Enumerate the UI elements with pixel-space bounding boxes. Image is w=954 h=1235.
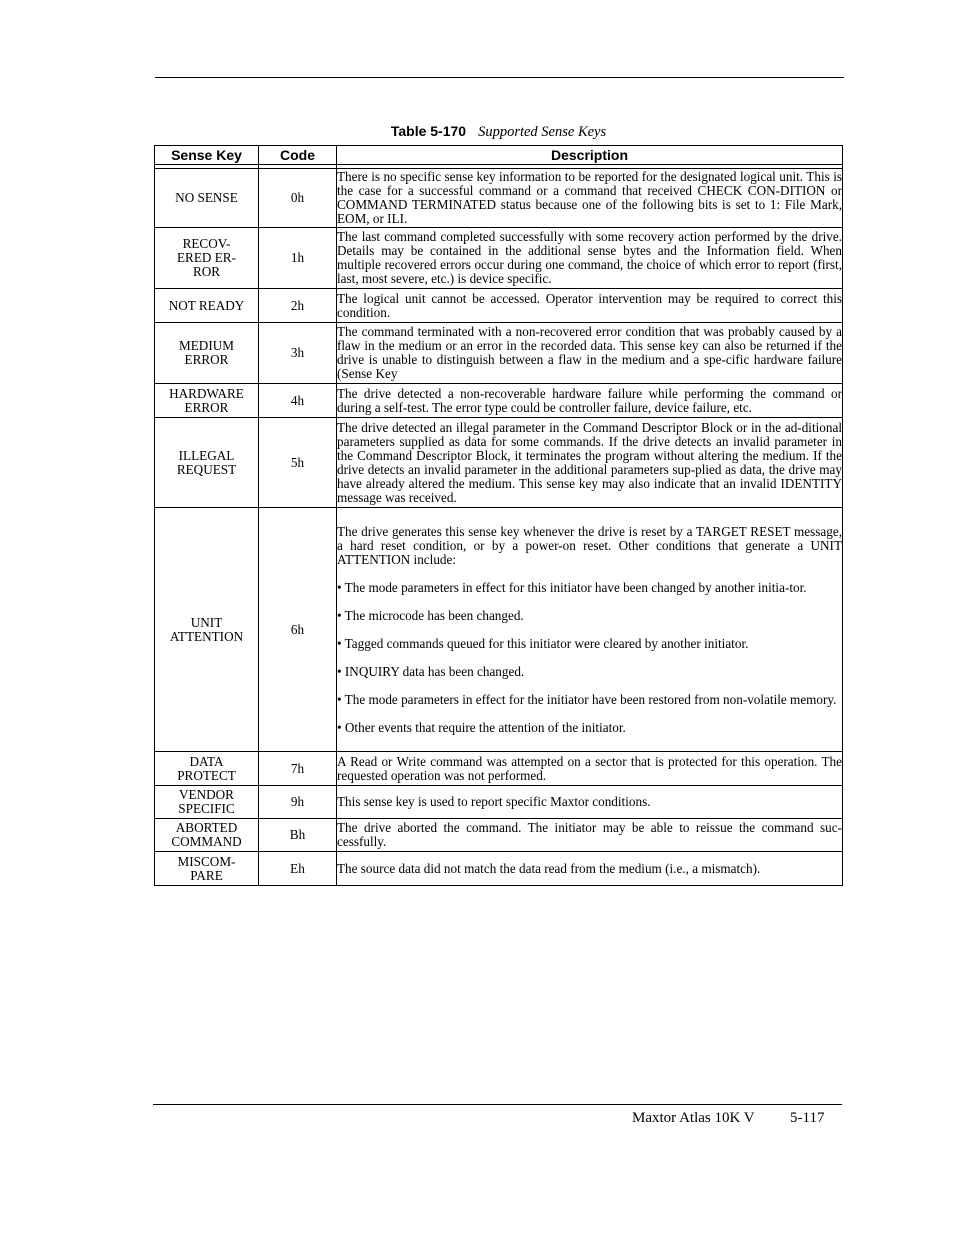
sense-key-label: MISCOM-PARE [177, 853, 236, 883]
description-paragraph: The last command completed successfully with some recovery action performed by the drive. Details may be contained in the additional sense bytes and the Information field. When multiple recovered errors occur during one command, the choice of which error to report (first, last, most severe, etc.) is device specific. [337, 229, 842, 286]
sense-key-label: NO SENSE [175, 190, 238, 205]
table-row [155, 508, 843, 752]
footer-page-number: 5-117 [790, 1110, 825, 1126]
table-row [155, 852, 843, 886]
description-paragraph: • Tagged commands queued for this initiator were cleared by another initiator. [337, 635, 749, 651]
code-cell: 2h [259, 289, 337, 323]
code-cell: 9h [259, 786, 337, 819]
sense-key-cell [155, 508, 259, 752]
footer-product: Maxtor Atlas 10K V [632, 1110, 755, 1126]
code-cell: 1h [259, 228, 337, 289]
description-cell [337, 384, 843, 418]
description-cell [337, 819, 843, 852]
description-paragraph: The drive detected an illegal parameter in the Command Descriptor Block or in the ad-ditional parameters supplied as data for some commands. If the drive detects an invalid parameter in the Command Descriptor Block, it terminates the program without altering the medium. If the drive detects an invalid parameter in the additional parameters sup-plied as data, the drive may have already altered the medium. This sense key may also indicate that an invalid IDENTITY message was received. [337, 419, 842, 505]
description-paragraph: • Other events that require the attention of the initiator. [337, 719, 626, 735]
sense-key-label: UNIT ATTENTION [169, 614, 244, 644]
code-cell: 0h [259, 169, 337, 228]
description-paragraph: This sense key is used to report specific Maxtor conditions. [337, 794, 651, 809]
sense-key-label: RECOV-ERED ER-ROR [177, 236, 236, 279]
table-caption [155, 122, 842, 142]
header-description: Description [337, 146, 843, 165]
code-cell: 4h [259, 384, 337, 418]
description-cell [337, 169, 843, 228]
sense-key-label: VENDOR SPECIFIC [178, 787, 235, 816]
table-body [155, 169, 843, 886]
description-paragraph: The drive generates this sense key whenever the drive is reset by a TARGET RESET message, a hard reset condition, or by a power-on reset. Other conditions that generate a UNIT ATTENTION include: [337, 523, 842, 567]
header-code: Code [259, 146, 337, 165]
description-cell [337, 508, 843, 752]
sense-key-cell [155, 852, 259, 886]
description-paragraph: • The mode parameters in effect for the initiator have been restored from non-volatile memory. [337, 691, 837, 707]
description-paragraph: The source data did not match the data read from the medium (i.e., a mismatch). [337, 860, 761, 876]
code-cell: Eh [259, 852, 337, 886]
description-paragraph: • The microcode has been changed. [337, 607, 524, 623]
code-cell: 6h [259, 508, 337, 752]
description-paragraph: The drive detected a non-recoverable hardware failure while performing the command or during a self-test. The error type could be controller failure, device failure, etc. [337, 385, 842, 415]
table-row [155, 323, 843, 384]
table-number: Table 5-170 [390, 123, 467, 139]
sense-key-cell [155, 228, 259, 289]
description-paragraph: A Read or Write command was attempted on a sector that is protected for this operation. The requested operation was not performed. [337, 753, 842, 783]
table-header-row [155, 146, 843, 165]
sense-key-label: ILLEGAL REQUEST [176, 447, 237, 477]
sense-key-cell [155, 323, 259, 384]
description-paragraph: • INQUIRY data has been changed. [337, 663, 525, 679]
sense-key-label: DATA PROTECT [177, 753, 236, 783]
table-title: Supported Sense Keys [478, 124, 607, 140]
description-paragraph: The drive aborted the command. The initiator may be able to reissue the command suc-cessfully. [337, 820, 842, 849]
description-cell [337, 289, 843, 323]
description-cell [337, 786, 843, 819]
sense-key-label: MEDIUM ERROR [179, 338, 234, 367]
description-paragraph: The command terminated with a non-recovered error condition that was probably caused by a flaw in the medium or an error in the recorded data. This sense key can also be returned if the drive is unable to distinguish between a flaw in the medium and a spe-cific hardware failure (Sense Key [337, 324, 842, 381]
sense-key-label: HARDWARE ERROR [169, 385, 244, 415]
table-row [155, 819, 843, 852]
description-cell [337, 852, 843, 886]
sense-key-table [154, 145, 843, 886]
description-paragraph: • The mode parameters in effect for this initiator have been changed by another initia-tor. [337, 579, 807, 595]
table-row [155, 786, 843, 819]
code-cell: 3h [259, 323, 337, 384]
table-row [155, 169, 843, 228]
sense-key-label: NOT READY [168, 297, 245, 313]
sense-key-cell [155, 289, 259, 323]
sense-key-cell [155, 418, 259, 508]
header-rule [155, 77, 844, 78]
code-cell: 7h [259, 752, 337, 786]
description-cell [337, 228, 843, 289]
sense-key-label: ABORTED COMMAND [171, 820, 242, 849]
footer-rule [153, 1104, 842, 1105]
description-cell [337, 323, 843, 384]
sense-key-cell [155, 819, 259, 852]
table-row [155, 418, 843, 508]
header-sense-key: Sense Key [155, 146, 259, 165]
code-cell: 5h [259, 418, 337, 508]
description-paragraph: There is no specific sense key information to be reported for the designated logical unit. This is the case for a successful command or a command that received CHECK CON-DITION or COMMAND TERMINATED status because one of the following bits is set to 1: File Mark, EOM, or ILI. [337, 169, 842, 226]
table-row [155, 289, 843, 323]
sense-key-cell [155, 786, 259, 819]
description-cell [337, 752, 843, 786]
sense-key-cell [155, 169, 259, 228]
table-row [155, 752, 843, 786]
table-row [155, 384, 843, 418]
code-cell: Bh [259, 819, 337, 852]
table-row [155, 228, 843, 289]
description-paragraph: The logical unit cannot be accessed. Operator intervention may be required to correct this condition. [337, 290, 842, 320]
description-cell [337, 418, 843, 508]
sense-key-cell [155, 752, 259, 786]
sense-key-cell [155, 384, 259, 418]
